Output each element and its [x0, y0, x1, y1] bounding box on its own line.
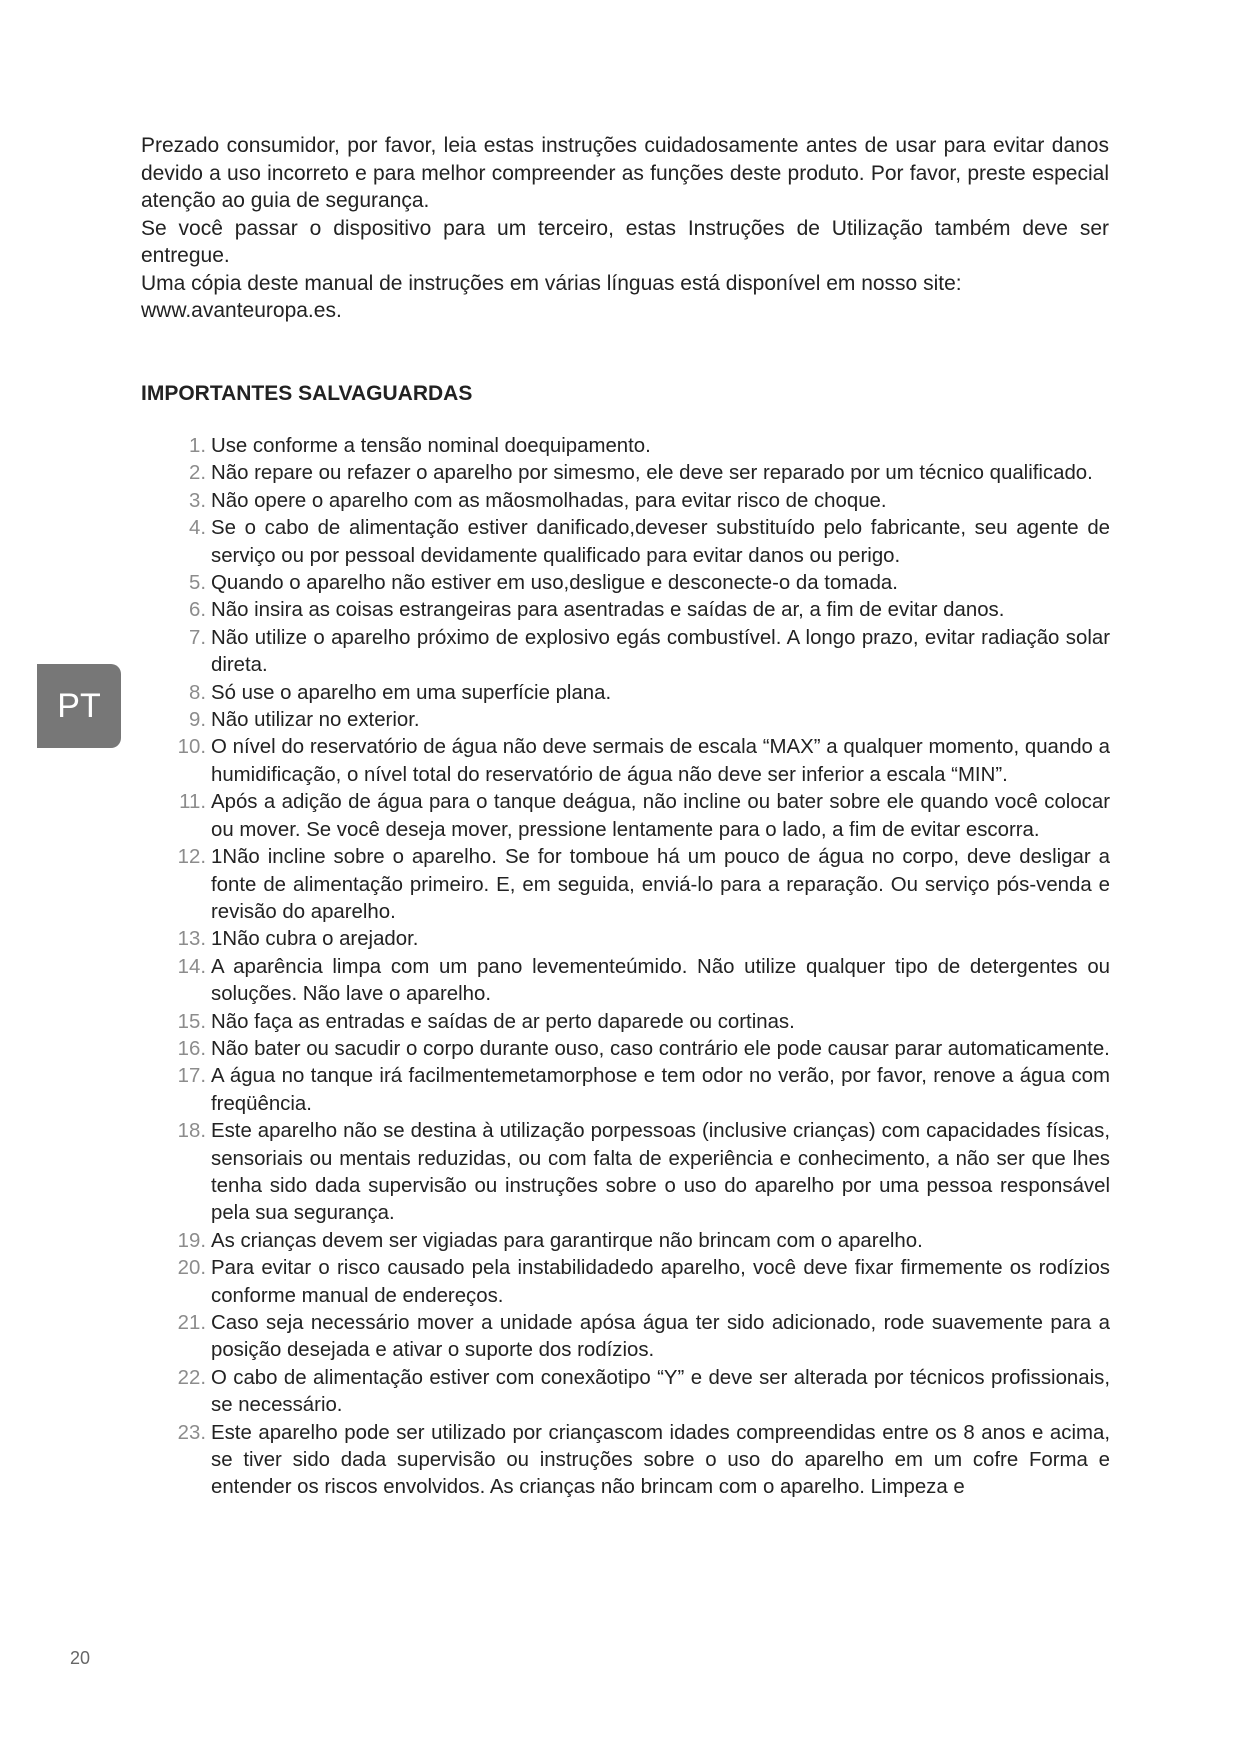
item-number: 20. — [177, 1257, 206, 1280]
list-item — [168, 1255, 1110, 1310]
item-number: 16. — [177, 1037, 206, 1060]
list-item — [168, 1228, 1110, 1255]
list-item — [168, 488, 1110, 515]
item-number: 1. — [188, 435, 206, 457]
item-text: O cabo de alimentação estiver com conexãotipo “Y” e deve ser alterada por técnicos profissionais, se necessário. — [211, 1366, 1110, 1417]
item-number: 2. — [188, 462, 206, 485]
list-item — [168, 515, 1110, 570]
list-item — [168, 789, 1110, 844]
item-number: 11. — [179, 791, 206, 814]
item-number: 17. — [177, 1065, 206, 1088]
item-number: 6. — [188, 599, 206, 622]
item-text: A aparência limpa com um pano levementeúmido. Não utilize qualquer tipo de detergentes ou soluções. Não lave o aparelho. — [211, 955, 1110, 1006]
list-item — [168, 1009, 1110, 1036]
item-number: 4. — [188, 517, 206, 540]
list-item — [168, 1365, 1110, 1420]
item-text: Caso seja necessário mover a unidade apósa água ter sido adicionado, rode suavemente para a posição desejada e ativar o suporte dos rodízios. — [211, 1312, 1110, 1362]
item-text: Não bater ou sacudir o corpo durante ouso, caso contrário ele pode causar parar automaticamente. — [211, 1037, 1110, 1060]
list-item — [168, 707, 1110, 734]
item-number: 22. — [177, 1366, 206, 1389]
item-text: Não utilizar no exterior. — [211, 709, 420, 732]
intro-paragraph: Uma cópia deste manual de instruções em várias línguas está disponível em nosso site: — [141, 271, 962, 295]
list-item — [168, 844, 1110, 926]
list-item — [168, 1310, 1110, 1365]
language-tab: PT — [37, 664, 121, 748]
item-text: Não faça as entradas e saídas de ar perto daparede ou cortinas. — [211, 1010, 795, 1033]
list-item — [168, 1063, 1110, 1118]
item-number: 23. — [177, 1421, 206, 1444]
intro-paragraph: Se você passar o dispositivo para um terceiro, estas Instruções de Utilização também deve ser entregue. — [141, 216, 1109, 267]
item-text: Se o cabo de alimentação estiver danificado,deveser substituído pelo fabricante, seu agente de serviço ou por pessoal devidamente qualificado para evitar danos ou perigo. — [211, 517, 1110, 567]
item-number: 9. — [188, 709, 206, 732]
item-text: Use conforme a tensão nominal doequipamento. — [211, 435, 651, 457]
list-item — [168, 734, 1110, 789]
list-item — [168, 570, 1110, 597]
item-number: 7. — [188, 626, 206, 649]
item-text: Após a adição de água para o tanque deágua, não incline ou bater sobre ele quando você colocar ou mover. Se você deseja mover, pressione lentamente para o lado, a fim de evitar escorra. — [211, 791, 1110, 841]
item-text: Não insira as coisas estrangeiras para asentradas e saídas de ar, a fim de evitar danos. — [211, 599, 1005, 622]
item-text: 1Não cubra o arejador. — [211, 928, 419, 951]
item-text: A água no tanque irá facilmentemetamorphose e tem odor no verão, por favor, renove a água com freqüência. — [211, 1065, 1110, 1115]
list-item — [168, 433, 1110, 460]
intro-paragraph: Prezado consumidor, por favor, leia estas instruções cuidadosamente antes de usar para evitar danos devido a uso incorreto e para melhor compreender as funções deste produto. Por favor, preste especial atenção ao guia de segurança. — [141, 134, 1109, 212]
list-item — [168, 680, 1110, 707]
website-link: www.avanteuropa.es. — [141, 299, 342, 322]
item-text: As crianças devem ser vigiadas para garantirque não brincam com o aparelho. — [211, 1229, 923, 1252]
list-item — [168, 1118, 1110, 1228]
list-item — [168, 1420, 1110, 1502]
item-text: Quando o aparelho não estiver em uso,desligue e desconecte-o da tomada. — [211, 572, 898, 595]
item-text: 1Não incline sobre o aparelho. Se for tomboue há um pouco de água no corpo, deve desligar a fonte de alimentação primeiro. E, em seguida, enviá-lo para a reparação. Ou serviço pós-venda e revisão do aparelho. — [211, 846, 1110, 923]
item-number: 10. — [177, 736, 206, 759]
item-number: 12. — [177, 846, 206, 869]
page-number: 20 — [70, 1648, 91, 1668]
item-text: Não repare ou refazer o aparelho por simesmo, ele deve ser reparado por um técnico qualificado. — [211, 462, 1093, 485]
item-number: 8. — [188, 681, 206, 704]
list-item — [168, 1036, 1110, 1063]
item-text: Não opere o aparelho com as mãosmolhadas, para evitar risco de choque. — [211, 489, 887, 512]
item-number: 3. — [188, 489, 206, 512]
list-item — [168, 460, 1110, 487]
item-text: Para evitar o risco causado pela instabilidadedo aparelho, você deve fixar firmemente os rodízios conforme manual de endereços. — [211, 1257, 1110, 1307]
item-number: 15. — [177, 1010, 206, 1033]
item-text: O nível do reservatório de água não deve sermais de escala “MAX” a qualquer momento, quando a humidificação, o nível total do reservatório de água não deve ser inferior a escala “MIN”. — [211, 736, 1110, 786]
intro-text — [141, 132, 1109, 325]
item-number: 14. — [177, 955, 206, 978]
item-text: Este aparelho pode ser utilizado por criançascom idades compreendidas entre os 8 anos e acima, se tiver sido dada supervisão ou instruções sobre o uso do aparelho em um cofre Forma e entender os riscos envolvidos. As crianças não brincam com o aparelho. Limpeza e — [211, 1421, 1110, 1499]
item-number: 21. — [177, 1312, 206, 1334]
item-text: Só use o aparelho em uma superfície plana. — [211, 681, 612, 704]
list-item — [168, 625, 1110, 680]
item-text: Este aparelho não se destina à utilização porpessoas (inclusive crianças) com capacidades físicas, sensoriais ou mentais reduzidas, ou com falta de experiência e conhecimento, a não ser que lhes tenha sido dada supervisão ou instruções sobre o uso do aparelho por uma pessoa responsável pela sua segurança. — [211, 1120, 1110, 1225]
safeguards-list — [168, 433, 1110, 1502]
list-item — [168, 597, 1110, 624]
list-item — [168, 954, 1110, 1009]
item-number: 18. — [177, 1120, 206, 1143]
section-heading: IMPORTANTES SALVAGUARDAS — [141, 382, 473, 405]
item-text: Não utilize o aparelho próximo de explosivo egás combustível. A longo prazo, evitar radiação solar direta. — [211, 626, 1110, 677]
item-number: 19. — [177, 1229, 206, 1252]
item-number: 5. — [188, 572, 206, 595]
item-number: 13. — [177, 928, 206, 951]
list-item — [168, 926, 1110, 953]
